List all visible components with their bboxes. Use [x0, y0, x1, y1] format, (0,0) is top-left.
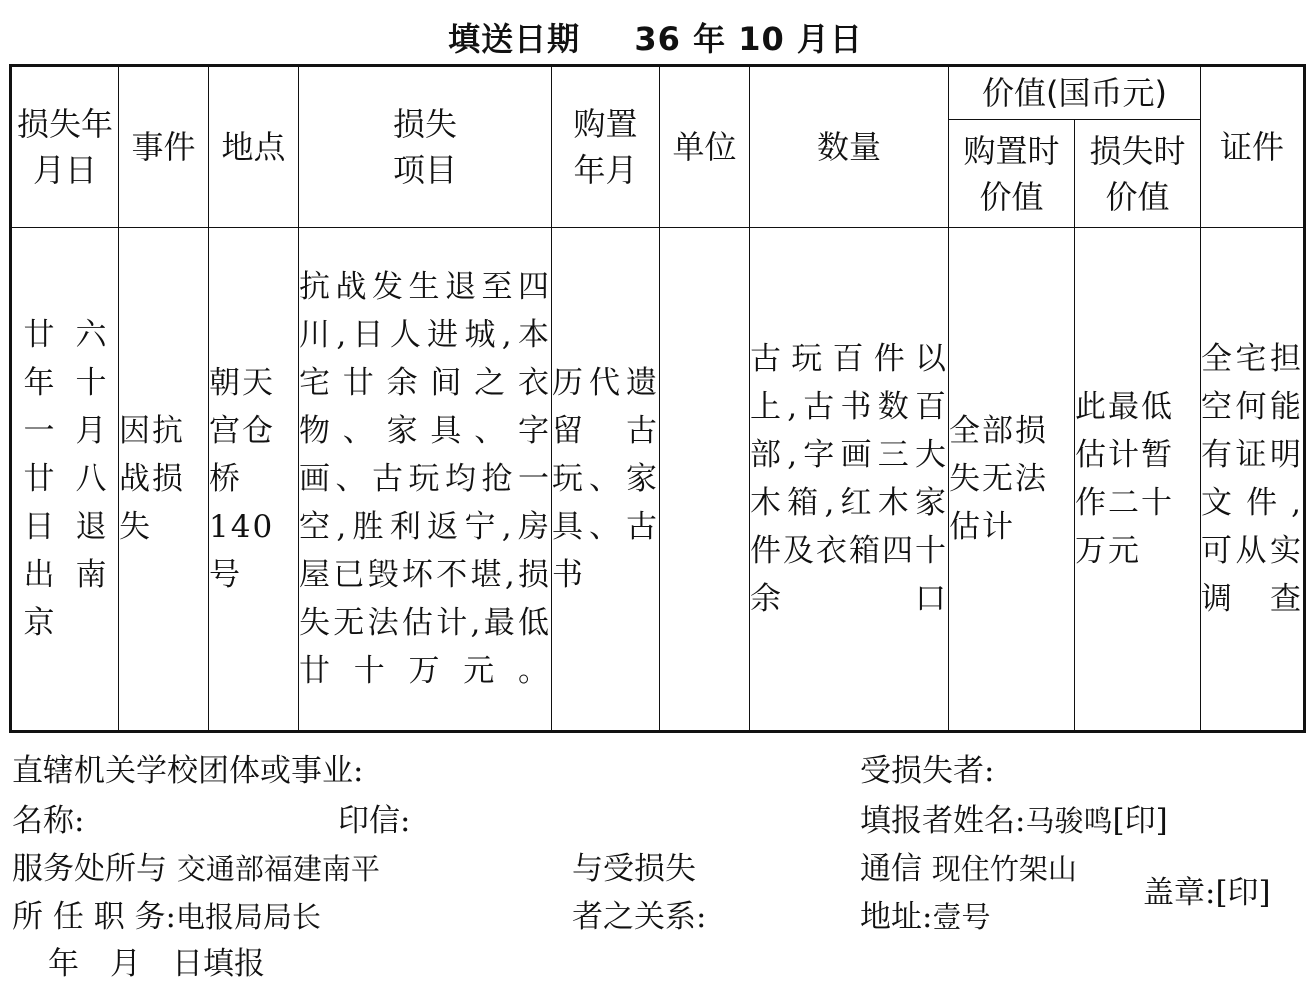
- footer-contact-value-1: 现住竹架山: [931, 852, 1077, 886]
- footer-org-name-label: 名称:: [12, 803, 85, 839]
- header-quantity: 数量: [750, 66, 949, 228]
- cell-loss-date: [11, 228, 119, 732]
- header-purchase-date: 购置年月: [552, 66, 660, 228]
- loss-date-col-1: 廿年一廿日出京: [23, 317, 55, 641]
- header-location: 地点: [209, 66, 299, 228]
- footer-relation-label-2: 者之关系:: [572, 899, 707, 935]
- footer-address-label: 地址:: [860, 899, 933, 935]
- footer-reporter-name: 马骏鸣: [1025, 804, 1113, 838]
- header-value-group: 价值(国币元): [949, 66, 1201, 120]
- header-loss-value: 损失时价值: [1075, 120, 1201, 228]
- footer-relation-label-1: 与受损失: [572, 851, 696, 887]
- header-unit: 单位: [660, 66, 750, 228]
- footer-victim-label: 受损失者:: [860, 753, 995, 789]
- cell-quantity: 古玩百件以上,古书数百部,字画三大木箱,红木家件及衣箱四十余口: [750, 228, 949, 732]
- footer-position-row: [12, 893, 321, 941]
- cell-loss-value: 此最低估计暂作二十万元: [1075, 228, 1201, 732]
- header-certificate: 证件: [1201, 66, 1305, 228]
- footer-stamp-row: [1143, 869, 1271, 917]
- cell-purchase-date: 历代遗留古玩、家具、古书: [552, 228, 660, 732]
- footer-position-label: 所 任 职 务:: [12, 899, 177, 935]
- footer-contact-label: 通信: [860, 851, 922, 887]
- footer-stamp-mark: [印]: [1215, 875, 1271, 911]
- footer-address-row: [860, 893, 990, 941]
- report-date: [0, 14, 1311, 60]
- footer-reporter-label: 填报者姓名:: [860, 803, 1026, 839]
- loss-table: [9, 64, 1306, 733]
- footer-seal-label: 印信:: [338, 803, 411, 839]
- footer-contact-value-2: 壹号: [932, 900, 991, 934]
- footer-org-line: 直辖机关学校团体或事业:: [12, 753, 364, 789]
- header-event: 事件: [119, 66, 209, 228]
- footer-seal-mark: [印]: [1112, 803, 1168, 839]
- header-loss-date: 损失年月日: [11, 66, 119, 228]
- header-purchase-value: 购置时价值: [949, 120, 1075, 228]
- date-value: 36 年 10 月日: [634, 20, 863, 58]
- cell-location: 朝天宫仓桥140号: [209, 228, 299, 732]
- cell-certificate: 全宅担空何能有证明文件,可从实调查: [1201, 228, 1305, 732]
- loss-date-col-2: 六十月八退南: [75, 317, 107, 593]
- footer-reporter-row: [860, 797, 1168, 845]
- date-label: 填送日期: [448, 20, 581, 58]
- cell-loss-item: 抗战发生退至四川,日人进城,本宅廿余间之衣物、家具、字画、古玩均抢一空,胜利返宁,房屋已毁坏不堪,损失无法估计,最低廿十万元。: [299, 228, 552, 732]
- footer-service-label: 服务处所与: [12, 851, 167, 887]
- footer-service-value: 交通部福建南平: [176, 852, 380, 886]
- cell-unit: [660, 228, 750, 732]
- cell-event: 因抗战损失: [119, 228, 209, 732]
- footer-position-value: 电报局局长: [176, 900, 322, 934]
- footer-contact-row: [860, 845, 1077, 893]
- footer-service-row: [12, 845, 380, 893]
- footer-stamp-label: 盖章:: [1143, 875, 1216, 911]
- footer-date-line: 年 月 日填报: [48, 946, 265, 982]
- header-loss-item: 损失项目: [299, 66, 552, 228]
- cell-purchase-value: 全部损失无法估计: [949, 228, 1075, 732]
